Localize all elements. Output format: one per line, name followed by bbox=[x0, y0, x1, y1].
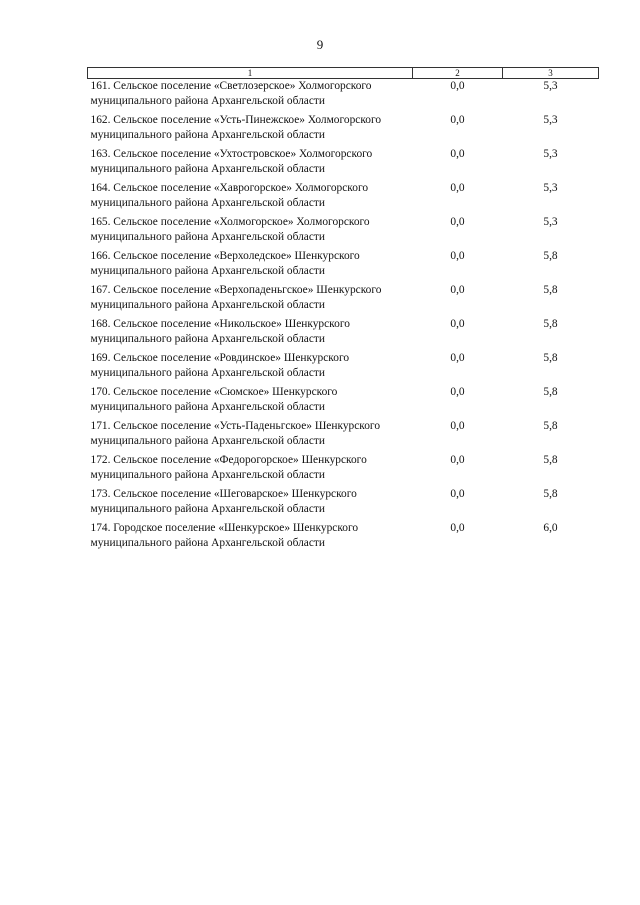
settlement-name-cell: 164. Сельское поселение «Хаврогорское» Холмогорского муниципального района Архангельской области bbox=[90, 182, 369, 209]
column-3-value-cell: 5,8 bbox=[543, 318, 558, 330]
column-2-value-cell: 0,0 bbox=[450, 454, 465, 466]
column-2-value-cell: 0,0 bbox=[450, 182, 465, 194]
column-2-value-cell: 0,0 bbox=[450, 522, 465, 534]
column-3-value-cell: 6,0 bbox=[543, 522, 558, 534]
column-3-value-cell: 5,8 bbox=[543, 386, 558, 398]
column-3-value-cell: 5,3 bbox=[543, 182, 558, 194]
settlement-name-cell: 169. Сельское поселение «Ровдинское» Шенкурского муниципального района Архангельской области bbox=[90, 352, 350, 379]
column-2-value-cell: 0,0 bbox=[450, 488, 465, 500]
table-body bbox=[88, 79, 599, 556]
settlement-name-cell: 165. Сельское поселение «Холмогорское» Холмогорского муниципального района Архангельской области bbox=[90, 216, 370, 243]
column-3-value-cell: 5,8 bbox=[543, 250, 558, 262]
column-3-value-cell: 5,8 bbox=[543, 454, 558, 466]
column-3-value-cell: 5,8 bbox=[543, 352, 558, 364]
column-3-value-cell: 5,3 bbox=[543, 114, 558, 126]
table-row bbox=[88, 79, 599, 114]
column-2-value-cell: 0,0 bbox=[450, 420, 465, 432]
column-3-value-cell: 5,3 bbox=[543, 216, 558, 228]
table-row bbox=[88, 113, 599, 147]
table-row bbox=[88, 521, 599, 555]
column-3-value-cell: 5,8 bbox=[543, 284, 558, 296]
table-row bbox=[88, 385, 599, 419]
settlement-name-cell: 161. Сельское поселение «Светлозерское» Холмогорского муниципального района Архангельской области bbox=[90, 80, 372, 107]
table-header-row bbox=[88, 68, 599, 79]
settlement-name-cell: 168. Сельское поселение «Никольское» Шенкурского муниципального района Архангельской области bbox=[90, 318, 350, 345]
table-row bbox=[88, 453, 599, 487]
table-row bbox=[88, 317, 599, 351]
column-header-3: 3 bbox=[503, 68, 599, 79]
settlement-name-cell: 167. Сельское поселение «Верхопаденьгское» Шенкурского муниципального района Архангельской области bbox=[90, 284, 382, 311]
settlement-name-cell: 170. Сельское поселение «Сюмское» Шенкурского муниципального района Архангельской области bbox=[90, 386, 338, 413]
column-header-2: 2 bbox=[413, 68, 503, 79]
column-2-value-cell: 0,0 bbox=[450, 284, 465, 296]
table-row bbox=[88, 283, 599, 317]
settlement-name-cell: 163. Сельское поселение «Ухтостровское» Холмогорского муниципального района Архангельской области bbox=[90, 148, 373, 175]
column-header-1: 1 bbox=[88, 68, 413, 79]
settlement-name-cell: 166. Сельское поселение «Верхоледское» Шенкурского муниципального района Архангельской области bbox=[90, 250, 360, 277]
column-2-value-cell: 0,0 bbox=[450, 114, 465, 126]
settlement-name-cell: 171. Сельское поселение «Усть-Паденьгское» Шенкурского муниципального района Архангельской области bbox=[90, 420, 381, 447]
table-row bbox=[88, 215, 599, 249]
column-2-value-cell: 0,0 bbox=[450, 318, 465, 330]
settlement-name-cell: 174. Городское поселение «Шенкурское» Шенкурского муниципального района Архангельской области bbox=[90, 522, 359, 549]
table-row bbox=[88, 419, 599, 453]
column-2-value-cell: 0,0 bbox=[450, 386, 465, 398]
data-table bbox=[87, 67, 599, 555]
column-2-value-cell: 0,0 bbox=[450, 352, 465, 364]
column-3-value-cell: 5,8 bbox=[543, 420, 558, 432]
table-row bbox=[88, 181, 599, 215]
column-2-value-cell: 0,0 bbox=[450, 250, 465, 262]
page-number: 9 bbox=[316, 37, 324, 52]
settlement-name-cell: 172. Сельское поселение «Федорогорское» Шенкурского муниципального района Архангельской области bbox=[90, 454, 367, 481]
column-3-value-cell: 5,8 bbox=[543, 488, 558, 500]
table-row bbox=[88, 351, 599, 385]
table-row bbox=[88, 147, 599, 181]
column-2-value-cell: 0,0 bbox=[450, 148, 465, 160]
column-3-value-cell: 5,3 bbox=[543, 148, 558, 160]
column-2-value-cell: 0,0 bbox=[450, 216, 465, 228]
table-row bbox=[88, 487, 599, 521]
table-header bbox=[88, 68, 599, 79]
table-row bbox=[88, 249, 599, 283]
column-2-value-cell: 0,0 bbox=[450, 80, 465, 92]
settlement-name-cell: 162. Сельское поселение «Усть-Пинежское» Холмогорского муниципального района Архангельской области bbox=[90, 114, 382, 141]
column-3-value-cell: 5,3 bbox=[543, 80, 558, 92]
settlement-name-cell: 173. Сельское поселение «Шеговарское» Шенкурского муниципального района Архангельской области bbox=[90, 488, 357, 515]
